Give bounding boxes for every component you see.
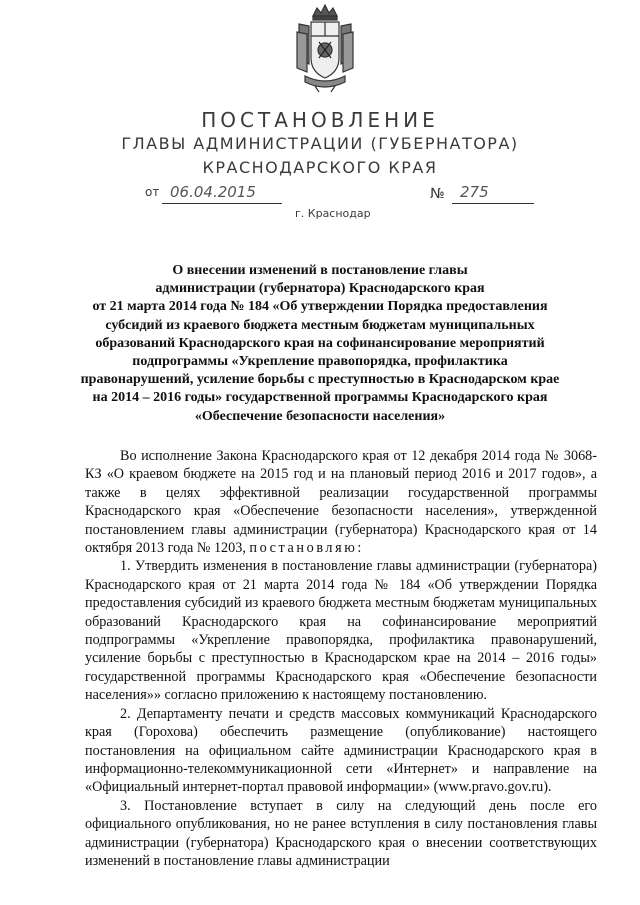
title-line: образований Краснодарского края на софинансирование мероприятий [95,335,545,351]
title-line: субсидий из краевого бюджета местным бюджетам муниципальных [105,317,535,333]
decree-word: постановляю: [249,540,364,557]
title-line: правонарушений, усиление борьбы с преступностью в Краснодарском крае [80,372,560,388]
issuer-heading-line1: ГЛАВЫ АДМИНИСТРАЦИИ (ГУБЕРНАТОРА) [121,134,519,153]
title-line: подпрограммы «Укрепление правопорядка, профилактика [132,354,508,370]
title-line: администрации (губернатора) Краснодарского края [155,281,485,297]
item-1-paragraph: 1. Утвердить изменения в постановление главы администрации (губернатора) Краснодарского края от 21 марта 2014 года № 184 «Об утверждении Порядка предоставления субсидий из краевого бюджета местным бюджетам муниципальных образований Краснодарского края на софинансирование мероприятий подпрограммы «Укрепление правопорядка, профилактика правонарушений, усиление борьбы с преступностью в Краснодарском крае на 2014 – 2016 годы» государственной программы Краснодарского края «Обеспечение безопасности населения»» согласно приложению к настоящему постановлению. [85,558,597,704]
document-type-heading: ПОСТАНОВЛЕНИЕ [201,108,439,132]
date-prefix: от [145,185,160,199]
number-prefix: № [430,186,445,202]
number-underline [452,203,534,204]
item-2-paragraph: 2. Департаменту печати и средств массовых коммуникаций Краснодарского края (Горохова) обеспечить размещение (опубликование) настоящего постановления на официальном сайте администрации Краснодарского края в информационно-телекоммуникационной сети «Интернет» и направление на «Официальный интернет-портал правовой информации» (www.pravo.gov.ru). [85,705,597,796]
date-value-handwritten: 06.04.2015 [170,183,256,201]
preamble-paragraph [85,447,597,557]
city-label: г. Краснодар [295,207,371,220]
item-3-paragraph: 3. Постановление вступает в силу на следующий день после его официального опубликования, но не ранее вступления в силу постановления главы администрации (губернатора) Краснодарского края о внесении соответствующих изменений в постановление главы администрации [85,797,597,869]
number-value-handwritten: 275 [460,183,489,201]
date-underline [162,203,282,204]
title-line: от 21 марта 2014 года № 184 «Об утверждении Порядка предоставления [92,299,548,315]
title-line: О внесении изменений в постановление главы [172,263,468,278]
preamble-text: Во исполнение Закона Краснодарского края от 12 декабря 2014 года № 3068-КЗ «О краевом бюджете на 2015 год и на плановый период 2016 и 2017 годов», а также в целях эффективной реализации государственной программы Краснодарского края «Обеспечение безопасности населения», утвержденной постановлением главы администрации (губернатора) Краснодарского края от 14 октября 2013 года № 1203, [85,448,597,557]
document-body [85,447,597,870]
title-line: на 2014 – 2016 годы» государственной программы Краснодарского края [92,390,548,406]
issuer-heading-line2: КРАСНОДАРСКОГО КРАЯ [202,158,438,177]
title-line: «Обеспечение безопасности населения» [194,408,446,424]
coat-of-arms-emblem [295,2,355,94]
document-title [60,262,580,426]
